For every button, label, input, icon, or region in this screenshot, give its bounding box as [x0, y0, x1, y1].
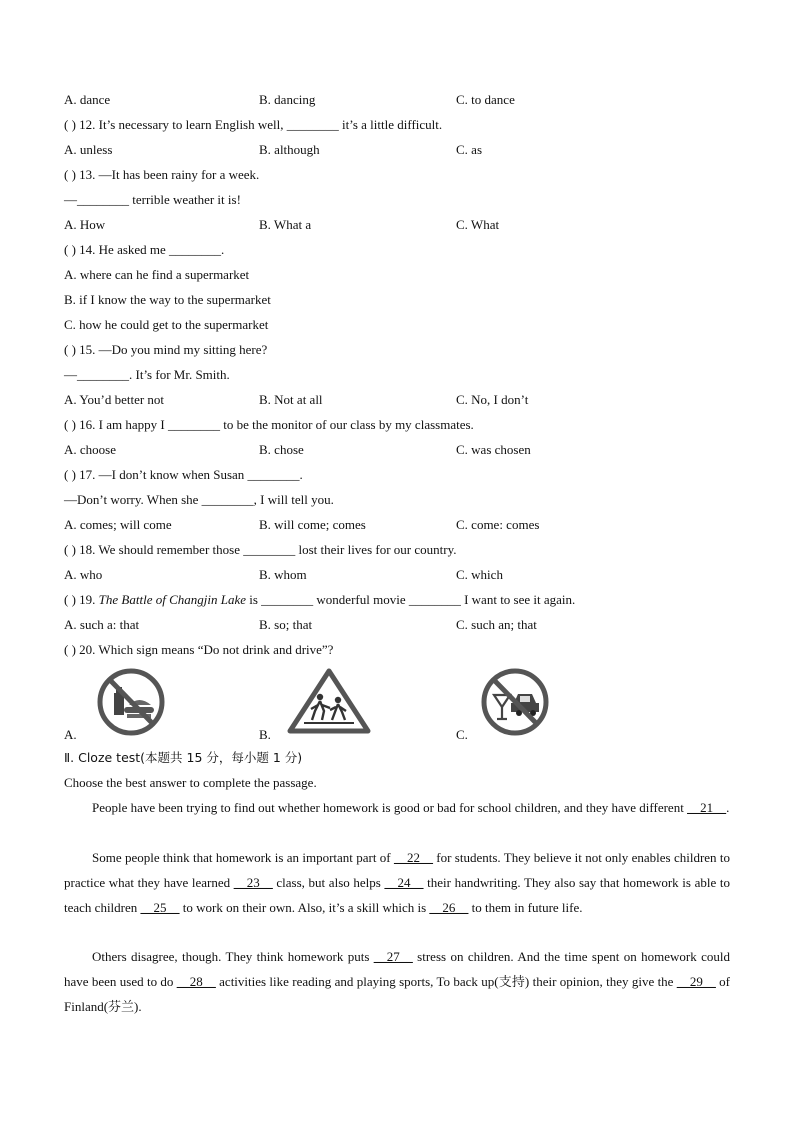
- passage-text: Others disagree, though. They think homework puts: [92, 949, 374, 964]
- q12-question: ( ) 12. It’s necessary to learn English well, ________ it’s a little difficult.: [64, 117, 443, 132]
- q14-option-b: B. if I know the way to the supermarket: [64, 292, 271, 307]
- q11-option-a: A. dance: [64, 92, 111, 107]
- passage-text: for students. They believe it not only enables children to practice what they have learned: [64, 850, 730, 890]
- q16-option-a: A. choose: [64, 442, 116, 457]
- passage-text: to them in future life.: [468, 900, 583, 915]
- q11-option-c: C. to dance: [456, 92, 515, 107]
- blank-26: __26__: [429, 900, 469, 915]
- q15-question-line2: —________. It’s for Mr. Smith.: [64, 367, 230, 382]
- passage-text: of Finland(芬兰).: [64, 974, 730, 1014]
- blank-22: __22__: [393, 850, 433, 865]
- passage-paragraph-1: [64, 795, 730, 820]
- no-fast-food-sign-icon: [96, 667, 168, 737]
- q20-label-b: B.: [259, 727, 271, 742]
- blank-27: __27__: [373, 949, 413, 964]
- q16-question: ( ) 16. I am happy I ________ to be the monitor of our class by my classmates.: [64, 417, 474, 432]
- q12-option-c: C. as: [456, 142, 482, 157]
- q17-option-c: C. come: comes: [456, 517, 540, 532]
- q12-option-b: B. although: [259, 142, 320, 157]
- passage-text: .: [726, 800, 730, 815]
- q19-movie-title: The Battle of Changjin Lake: [98, 592, 246, 607]
- q19-option-a: A. such a: that: [64, 617, 140, 632]
- q20-label-c: C.: [456, 727, 468, 742]
- passage-text: Some people think that homework is an important part of: [92, 850, 394, 865]
- q17-question: ( ) 17. —I don’t know when Susan ________.: [64, 467, 303, 482]
- q14-option-a: A. where can he find a supermarket: [64, 267, 250, 282]
- q13-question-line2: —________ terrible weather it is!: [64, 192, 241, 207]
- q20-question: ( ) 20. Which sign means “Do not drink and drive”?: [64, 642, 334, 657]
- section-heading: Ⅱ. Cloze test(本题共 15 分，每小题 1 分): [64, 750, 303, 765]
- blank-24: __24__: [384, 875, 424, 890]
- q17-question-line2: —Don’t worry. When she ________, I will tell you.: [64, 492, 334, 507]
- q12-option-a: A. unless: [64, 142, 113, 157]
- blank-23: __23__: [233, 875, 273, 890]
- q15-option-a: A. You’d better not: [64, 392, 165, 407]
- passage-paragraph-2: [64, 845, 730, 920]
- q17-option-a: A. comes; will come: [64, 517, 172, 532]
- children-crossing-sign-icon: [286, 667, 372, 735]
- section-instruction: Choose the best answer to complete the passage.: [64, 775, 317, 790]
- q19-prefix: ( ) 19.: [64, 592, 99, 607]
- passage-paragraph-3: [64, 944, 730, 1019]
- blank-25: __25__: [140, 900, 180, 915]
- passage-text: to work on their own. Also, it’s a skill which is: [179, 900, 430, 915]
- no-drink-driving-sign-icon: [480, 667, 552, 737]
- passage-text: People have been trying to find out whether homework is good or bad for school children, and they have different: [92, 800, 688, 815]
- q18-option-a: A. who: [64, 567, 103, 582]
- blank-28: __28__: [176, 974, 216, 989]
- q15-question: ( ) 15. —Do you mind my sitting here?: [64, 342, 268, 357]
- q17-option-b: B. will come; comes: [259, 517, 366, 532]
- q15-option-b: B. Not at all: [259, 392, 323, 407]
- q19-question: [64, 592, 575, 608]
- q19-rest: is ________ wonderful movie ________ I want to see it again.: [246, 592, 576, 607]
- q13-question: ( ) 13. —It has been rainy for a week.: [64, 167, 260, 182]
- q11-option-b: B. dancing: [259, 92, 316, 107]
- q16-option-c: C. was chosen: [456, 442, 531, 457]
- q19-option-c: C. such an; that: [456, 617, 537, 632]
- q20-label-a: A.: [64, 727, 77, 742]
- passage-text: their handwriting. They also say that homework is able to teach children: [64, 875, 731, 915]
- blank-29: __29__: [676, 974, 716, 989]
- q18-option-b: B. whom: [259, 567, 307, 582]
- passage-text: class, but also helps: [272, 875, 385, 890]
- q13-option-b: B. What a: [259, 217, 312, 232]
- q13-option-a: A. How: [64, 217, 106, 232]
- passage-text: activities like reading and playing sports, To back up(支持) their opinion, they give the: [215, 974, 677, 989]
- blank-21: __21__: [687, 800, 727, 815]
- q16-option-b: B. chose: [259, 442, 304, 457]
- q13-option-c: C. What: [456, 217, 500, 232]
- q18-question: ( ) 18. We should remember those ________ lost their lives for our country.: [64, 542, 457, 557]
- q19-option-b: B. so; that: [259, 617, 313, 632]
- q15-option-c: C. No, I don’t: [456, 392, 529, 407]
- q14-question: ( ) 14. He asked me ________.: [64, 242, 225, 257]
- q18-option-c: C. which: [456, 567, 503, 582]
- q14-option-c: C. how he could get to the supermarket: [64, 317, 269, 332]
- passage-text: stress on children. And the time spent on homework could have been used to do: [64, 949, 730, 989]
